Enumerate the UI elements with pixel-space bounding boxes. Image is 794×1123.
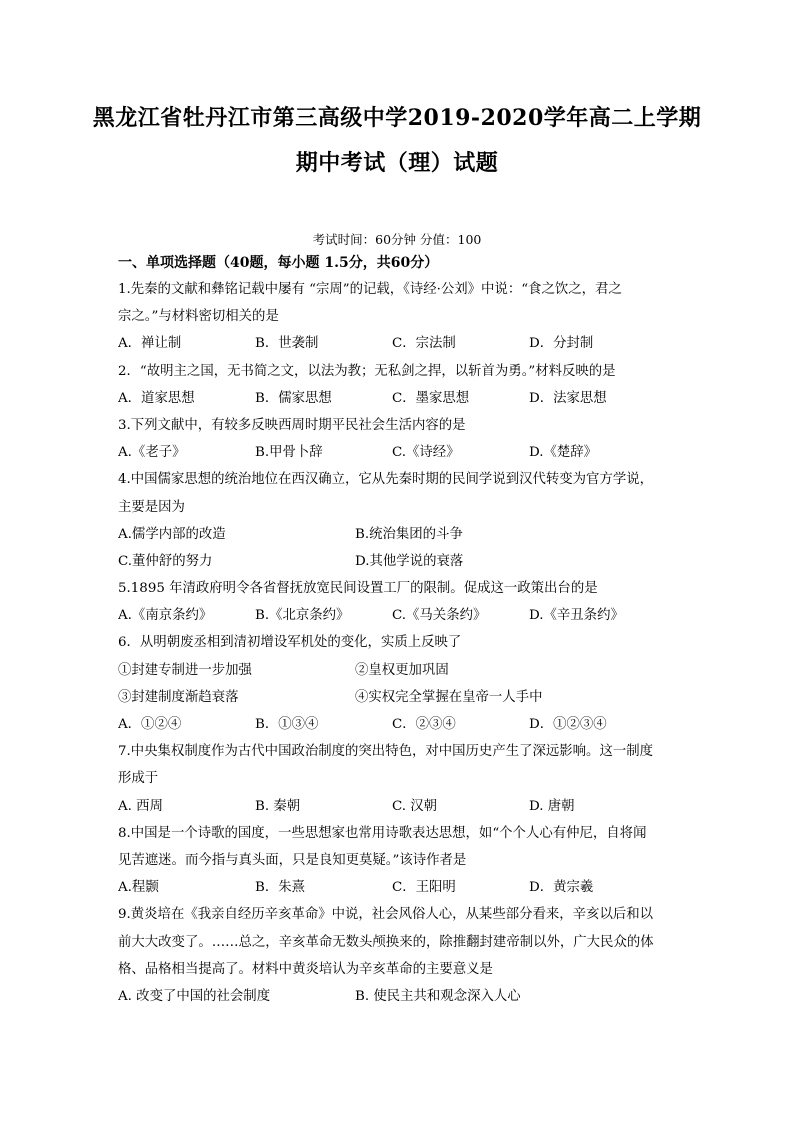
question-6 xyxy=(118,629,678,738)
question-stem-line: 7.中央集权制度作为古代中国政治制度的突出特色，对中国历史产生了深远影响。这一制度 xyxy=(118,744,654,760)
exam-title-line-1: 黑龙江省牡丹江市第三高级中学2019-2020学年高二上学期 xyxy=(92,105,702,131)
question-9 xyxy=(118,901,678,1010)
answer-option: D．黄宗羲 xyxy=(529,880,594,896)
answer-option: D.《辛丑条约》 xyxy=(529,608,624,624)
question-8 xyxy=(118,820,678,902)
answer-option: A．道家思想 xyxy=(118,390,195,406)
question-list xyxy=(118,276,678,1010)
option-row xyxy=(118,385,678,412)
option-row xyxy=(118,330,678,357)
answer-option: B.《北京条约》 xyxy=(255,608,350,624)
question-stem-line: 2．“故明主之国，无书简之文，以法为教；无私剑之捍，以斩首为勇。”材料反映的是 xyxy=(118,363,616,379)
question-2 xyxy=(118,358,678,412)
answer-option: ②皇权更加巩固 xyxy=(355,662,449,678)
answer-option: C．宗法制 xyxy=(392,336,456,352)
answer-option: A.《南京条约》 xyxy=(118,608,213,624)
answer-option: D．分封制 xyxy=(529,336,594,352)
answer-option: ④实权完全掌握在皇帝一人手中 xyxy=(355,689,543,705)
exam-title-line-2: 期中考试（理）试题 xyxy=(295,150,499,176)
answer-option: A.儒学内部的改造 xyxy=(118,526,226,542)
answer-option: C.董仲舒的努力 xyxy=(118,553,213,569)
answer-option: B．朱熹 xyxy=(255,880,306,896)
question-stem-line: 5.1895 年清政府明令各省督抚放宽民间设置工厂的限制。促成这一政策出台的是 xyxy=(118,581,598,597)
question-5 xyxy=(118,575,678,629)
exam-meta: 考试时间：60分钟 分值：100 xyxy=(312,232,482,247)
answer-option: D．法家思想 xyxy=(529,390,607,406)
option-row xyxy=(118,793,678,820)
option-row xyxy=(118,657,678,684)
answer-option: A. 改变了中国的社会制度 xyxy=(118,988,271,1004)
answer-option: D. 唐朝 xyxy=(529,798,575,814)
option-row xyxy=(118,983,678,1010)
answer-option: A.《老子》 xyxy=(118,445,186,461)
answer-option: A．禅让制 xyxy=(118,336,182,352)
question-stem-line: 格、品格相当提高了。材料中黄炎培认为辛亥革命的主要意义是 xyxy=(118,961,493,977)
question-stem-line: 形成于 xyxy=(118,771,159,787)
answer-option: C．王阳明 xyxy=(392,880,456,896)
question-1 xyxy=(118,276,678,358)
answer-option: C．墨家思想 xyxy=(392,390,470,406)
answer-option: D.《楚辞》 xyxy=(529,445,598,461)
question-7 xyxy=(118,738,678,820)
option-row xyxy=(118,602,678,629)
option-row xyxy=(118,874,678,901)
answer-option: B.甲骨卜辞 xyxy=(255,445,323,461)
answer-option: C．②③④ xyxy=(392,717,456,732)
answer-option: B．儒家思想 xyxy=(255,390,332,406)
question-stem-line: 1.先秦的文献和彝铭记载中屡有 “宗周”的记载，《诗经·公刘》中说：“食之饮之，君之 xyxy=(118,282,622,297)
question-stem-line: 前大大改变了。……总之，辛亥革命无数头颅换来的，除推翻封建帝制以外，广大民众的体 xyxy=(118,934,654,950)
answer-option: ①封建专制进一步加强 xyxy=(118,662,252,678)
answer-option: B．①③④ xyxy=(255,717,319,732)
option-row xyxy=(118,439,678,466)
answer-option: A. 西周 xyxy=(118,798,163,814)
answer-option: C. 汉朝 xyxy=(392,798,438,814)
question-stem-line: 4.中国儒家思想的统治地位在西汉确立，它从先秦时期的民间学说到汉代转变为官方学说， xyxy=(118,472,654,488)
question-stem-line: 6．从明朝废丞相到清初增设军机处的变化，实质上反映了 xyxy=(118,635,462,651)
answer-option: ③封建制度渐趋衰落 xyxy=(118,689,239,705)
option-row xyxy=(118,684,678,711)
question-stem-line: 主要是因为 xyxy=(118,499,185,515)
answer-option: D.其他学说的衰落 xyxy=(355,553,464,569)
answer-option: B．世袭制 xyxy=(255,336,319,352)
question-stem-line: 见苦遮迷。而今指与真头面，只是良知更莫疑。”该诗作者是 xyxy=(118,852,467,868)
answer-option: B.统治集团的斗争 xyxy=(355,526,463,542)
section-heading: 一、单项选择题（40题，每小题 1.5分，共60分） xyxy=(118,255,439,271)
question-4 xyxy=(118,466,678,575)
answer-option: B. 秦朝 xyxy=(255,798,301,814)
answer-option: B. 使民主共和观念深入人心 xyxy=(355,988,521,1004)
question-stem-line: 宗之。”与材料密切相关的是 xyxy=(118,309,279,325)
answer-option: A.程颢 xyxy=(118,880,159,896)
question-stem-line: 8.中国是一个诗歌的国度，一些思想家也常用诗歌表达思想，如“个个人心有仲尼，自将闻 xyxy=(118,825,647,841)
question-stem-line: 3.下列文献中，有较多反映西周时期平民社会生活内容的是 xyxy=(118,417,466,433)
option-row xyxy=(118,548,678,575)
option-row xyxy=(118,711,678,738)
option-row xyxy=(118,521,678,548)
answer-option: A．①②④ xyxy=(118,717,182,732)
question-3 xyxy=(118,412,678,466)
question-stem-line: 9.黄炎培在《我亲自经历辛亥革命》中说，社会风俗人心，从某些部分看来，辛亥以后和以 xyxy=(118,907,654,923)
answer-option: C.《马关条约》 xyxy=(392,608,487,624)
answer-option: D．①②③④ xyxy=(529,717,607,732)
answer-option: C.《诗经》 xyxy=(392,445,460,461)
